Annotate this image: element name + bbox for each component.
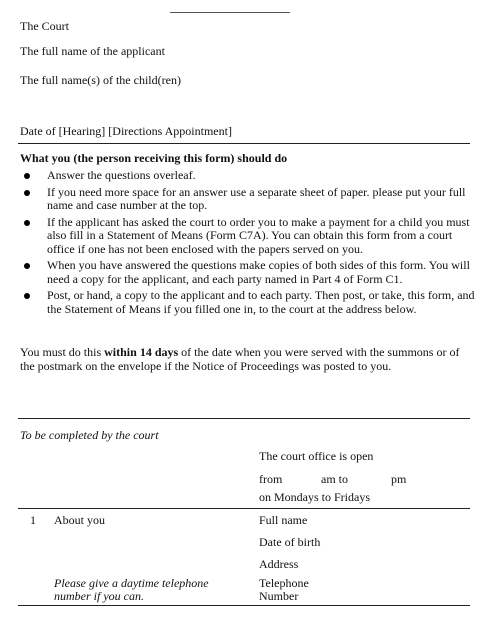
applicant-name-label: The full name of the applicant — [20, 44, 165, 58]
bottom-divider — [18, 605, 470, 606]
instruction-item: If you need more space for an answer use a separate sheet of paper. please put your full name and case number at the top. — [20, 186, 475, 213]
telephone-label: Telephone — [259, 576, 309, 590]
about-section-number: 1 — [30, 513, 36, 527]
instruction-item: Post, or hand, a copy to the applicant and to each party. Then post, or take, this form, and the Statement of Means if you filled one in, to the court at the address below. — [20, 289, 475, 316]
hours-from-label: from — [259, 472, 283, 486]
hours-pm-label: pm — [391, 472, 407, 486]
top-divider — [170, 12, 290, 13]
instruction-item: When you have answered the questions make copies of both sides of this form. You will need a copy for the applicant, and each party named in Part 4 of Form C1. — [20, 259, 475, 286]
court-section-heading: To be completed by the court — [20, 428, 159, 442]
deadline-paragraph: You must do this within 14 days of the date when you were served with the summons or of the postmark on the envelope if the Notice of Proceedings was posted to you. — [20, 345, 460, 373]
instruction-item: If the applicant has asked the court to order you to make a payment for a child you must also fill in a Statement of Means (Form C7A). You can obtain this form from a court office if one has not been enclosed with the papers served on you. — [20, 216, 475, 257]
instructions-list — [20, 169, 475, 319]
phone-note-line1: Please give a daytime telephone — [54, 576, 209, 590]
bullet-icon — [24, 263, 30, 269]
days-label: on Mondays to Fridays — [259, 490, 370, 504]
court-label: The Court — [20, 19, 69, 33]
address-label: Address — [259, 557, 299, 571]
bullet-icon — [24, 293, 30, 299]
bullet-icon — [24, 173, 30, 179]
hearing-date-label: Date of [Hearing] [Directions Appointment] — [20, 124, 232, 138]
about-section-title: About you — [54, 513, 105, 527]
instruction-item: Answer the questions overleaf. — [20, 169, 475, 183]
section-divider — [18, 143, 470, 144]
number-label: Number — [259, 589, 299, 603]
office-open-label: The court office is open — [259, 449, 374, 463]
full-name-label: Full name — [259, 513, 308, 527]
bullet-icon — [24, 220, 30, 226]
hours-am-label: am to — [321, 472, 348, 486]
court-section-divider — [18, 418, 470, 419]
about-section-divider — [18, 508, 470, 509]
bullet-icon — [24, 190, 30, 196]
instructions-heading: What you (the person receiving this form) should do — [20, 151, 288, 165]
dob-label: Date of birth — [259, 535, 321, 549]
phone-note-line2: number if you can. — [54, 589, 144, 603]
deadline-emphasis: within 14 days — [104, 345, 179, 359]
children-name-label: The full name(s) of the child(ren) — [20, 73, 181, 87]
